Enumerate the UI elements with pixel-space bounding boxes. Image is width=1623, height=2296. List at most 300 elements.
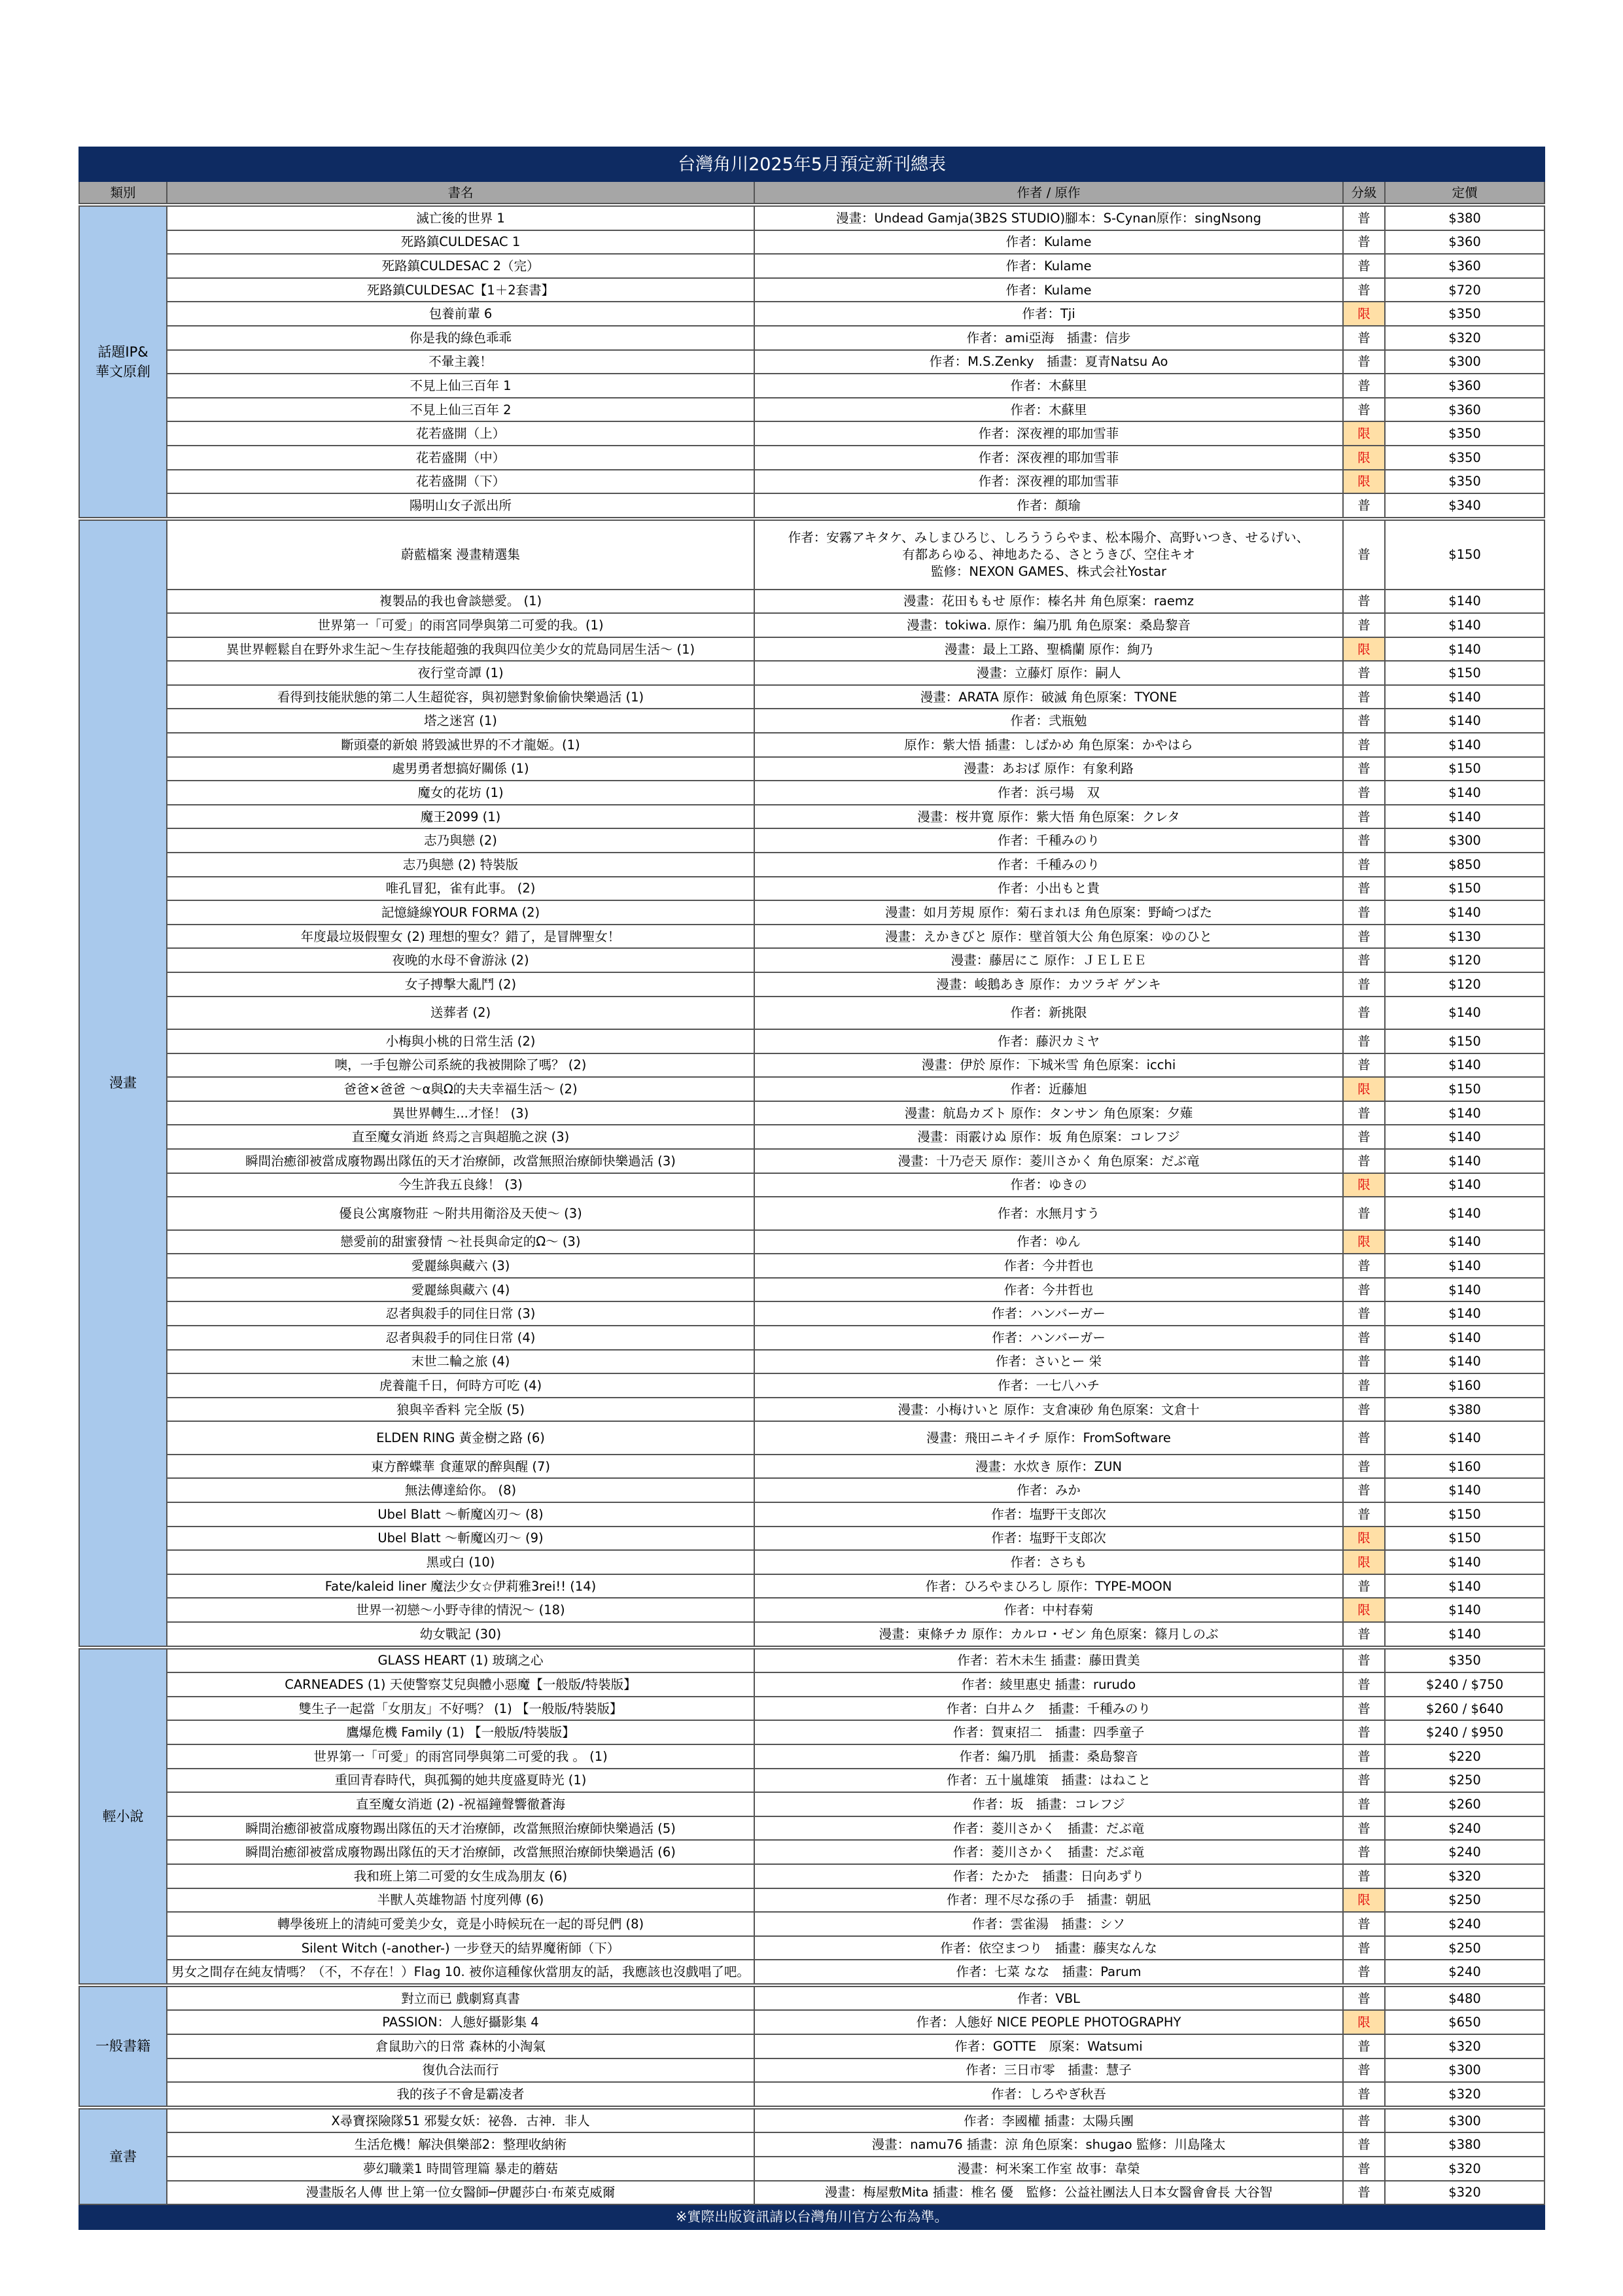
author-cell: 作者：千種みのり bbox=[754, 853, 1343, 877]
header-author: 作者 / 原作 bbox=[754, 181, 1343, 205]
author-cell: 作者：深夜裡的耶加雪菲 bbox=[754, 446, 1343, 470]
author-cell: 漫畫：tokiwa. 原作：編乃肌 角色原案：桑島黎音 bbox=[754, 613, 1343, 637]
price-cell: $140 bbox=[1385, 1197, 1544, 1229]
rating-cell: 普 bbox=[1343, 948, 1385, 972]
price-cell: $140 bbox=[1385, 1230, 1544, 1254]
author-cell: 作者：さちも bbox=[754, 1550, 1343, 1574]
book-title-cell: 塔之迷宮 (1) bbox=[167, 709, 754, 733]
book-title-cell: 虎養龍千日，何時方可吃 (4) bbox=[167, 1373, 754, 1398]
table-row bbox=[79, 2132, 1544, 2157]
rating-cell: 普 bbox=[1343, 1125, 1385, 1149]
book-title-cell: 直至魔女消逝 (2) -祝福鐘聲響徹蒼海 bbox=[167, 1792, 754, 1816]
rating-cell: 普 bbox=[1343, 1864, 1385, 1888]
table-row bbox=[79, 733, 1544, 757]
rating-cell: 普 bbox=[1343, 1720, 1385, 1744]
author-cell: 作者：Tji bbox=[754, 302, 1343, 326]
rating-cell: 普 bbox=[1343, 1421, 1385, 1454]
rating-cell: 限 bbox=[1343, 1550, 1385, 1574]
rating-cell: 普 bbox=[1343, 2181, 1385, 2205]
price-cell: $150 bbox=[1385, 1527, 1544, 1551]
table-row bbox=[79, 374, 1544, 398]
book-title-cell: 志乃與戀 (2) bbox=[167, 828, 754, 853]
author-cell: 作者：みか bbox=[754, 1478, 1343, 1502]
author-cell: 作者：Kulame bbox=[754, 278, 1343, 302]
price-cell: $140 bbox=[1385, 613, 1544, 637]
category-cell: 童書 bbox=[79, 2108, 167, 2204]
price-cell: $300 bbox=[1385, 350, 1544, 374]
book-title-cell: 死路鎮CULDESAC 1 bbox=[167, 230, 754, 255]
book-title-cell: 花若盛開（中） bbox=[167, 446, 754, 470]
book-title-cell: 忍者與殺手的同住日常 (4) bbox=[167, 1326, 754, 1350]
table-row bbox=[79, 781, 1544, 805]
table-row bbox=[79, 1301, 1544, 1326]
table-row bbox=[79, 1960, 1544, 1985]
book-title-cell: 不暈主義！ bbox=[167, 350, 754, 374]
sheet-title: 台灣角川2025年5月預定新刊總表 bbox=[79, 147, 1544, 181]
book-title-cell: 滅亡後的世界 1 bbox=[167, 205, 754, 230]
author-cell: 作者：Kulame bbox=[754, 230, 1343, 255]
book-title-cell: 轉學後班上的清純可愛美少女，竟是小時候玩在一起的哥兒們 (8) bbox=[167, 1912, 754, 1936]
book-title-cell: 半獸人英雄物語 忖度列傳 (6) bbox=[167, 1888, 754, 1913]
rating-cell: 限 bbox=[1343, 1598, 1385, 1622]
price-cell: $240 bbox=[1385, 1816, 1544, 1841]
price-cell: $140 bbox=[1385, 1421, 1544, 1454]
header-rating: 分級 bbox=[1343, 181, 1385, 205]
price-cell: $140 bbox=[1385, 1350, 1544, 1374]
author-cell: 作者：ゆん bbox=[754, 1230, 1343, 1254]
author-cell: 漫畫：水炊き 原作：ZUN bbox=[754, 1455, 1343, 1479]
rating-cell: 普 bbox=[1343, 613, 1385, 637]
rating-cell: 普 bbox=[1343, 278, 1385, 302]
table-row bbox=[79, 1398, 1544, 1422]
author-cell: 作者：弐瓶勉 bbox=[754, 709, 1343, 733]
author-cell: 漫畫：あおば 原作：有象利路 bbox=[754, 757, 1343, 781]
rating-cell: 普 bbox=[1343, 254, 1385, 278]
price-cell: $240 / $750 bbox=[1385, 1672, 1544, 1697]
rating-cell: 普 bbox=[1343, 1326, 1385, 1350]
author-cell: 作者：小出もと貴 bbox=[754, 877, 1343, 901]
author-cell: 作者：菱川さかく 插畫：だぶ竜 bbox=[754, 1816, 1343, 1841]
footer-note: ※實際出版資訊請以台灣角川官方公布為準。 bbox=[79, 2204, 1544, 2229]
table-row bbox=[79, 1912, 1544, 1936]
table-row bbox=[79, 1550, 1544, 1574]
header-price: 定價 bbox=[1385, 181, 1544, 205]
table-row bbox=[79, 1840, 1544, 1864]
table-row bbox=[79, 1029, 1544, 1053]
price-cell: $140 bbox=[1385, 1149, 1544, 1173]
price-cell: $320 bbox=[1385, 1864, 1544, 1888]
price-cell: $320 bbox=[1385, 2181, 1544, 2205]
header-title: 書名 bbox=[167, 181, 754, 205]
author-cell: 作者：坂 插畫：コレフジ bbox=[754, 1792, 1343, 1816]
book-title-cell: 女子搏擊大亂鬥 (2) bbox=[167, 972, 754, 997]
footer-row bbox=[79, 2204, 1544, 2229]
author-cell: 作者：ハンバーガー bbox=[754, 1326, 1343, 1350]
price-cell: $360 bbox=[1385, 398, 1544, 422]
price-cell: $140 bbox=[1385, 1598, 1544, 1622]
book-title-cell: 送葬者 (2) bbox=[167, 997, 754, 1029]
price-cell: $140 bbox=[1385, 590, 1544, 614]
author-cell: 漫畫：えかきびと 原作：壁首領大公 角色原案：ゆのひと bbox=[754, 925, 1343, 949]
price-cell: $140 bbox=[1385, 1173, 1544, 1197]
table-row bbox=[79, 1744, 1544, 1769]
price-cell: $320 bbox=[1385, 2157, 1544, 2181]
table-row bbox=[79, 470, 1544, 494]
table-row bbox=[79, 1173, 1544, 1197]
book-title-cell: 夜晚的水母不會游泳 (2) bbox=[167, 948, 754, 972]
author-cell: 漫畫：ARATA 原作：破滅 角色原案：TYONE bbox=[754, 685, 1343, 709]
price-cell: $350 bbox=[1385, 302, 1544, 326]
book-title-cell: 末世二輪之旅 (4) bbox=[167, 1350, 754, 1374]
price-cell: $140 bbox=[1385, 1125, 1544, 1149]
table-row bbox=[79, 398, 1544, 422]
book-title-cell: 爸爸×爸爸 ～α與Ω的夫夫幸福生活～ (2) bbox=[167, 1077, 754, 1101]
rating-cell: 普 bbox=[1343, 1960, 1385, 1985]
rating-cell: 普 bbox=[1343, 2034, 1385, 2058]
price-cell: $140 bbox=[1385, 637, 1544, 662]
table-row bbox=[79, 685, 1544, 709]
price-cell: $300 bbox=[1385, 828, 1544, 853]
rating-cell: 普 bbox=[1343, 1912, 1385, 1936]
rating-cell: 普 bbox=[1343, 1792, 1385, 1816]
price-cell: $380 bbox=[1385, 1398, 1544, 1422]
table-row bbox=[79, 1197, 1544, 1229]
price-cell: $150 bbox=[1385, 877, 1544, 901]
author-cell: 作者：今井哲也 bbox=[754, 1278, 1343, 1302]
table-row bbox=[79, 2058, 1544, 2083]
rating-cell: 普 bbox=[1343, 2157, 1385, 2181]
price-cell: $140 bbox=[1385, 1101, 1544, 1125]
price-cell: $360 bbox=[1385, 254, 1544, 278]
book-title-cell: 生活危機！解決俱樂部2：整理收納術 bbox=[167, 2132, 754, 2157]
price-cell: $340 bbox=[1385, 493, 1544, 519]
book-title-cell: 花若盛開（下） bbox=[167, 470, 754, 494]
rating-cell: 限 bbox=[1343, 1230, 1385, 1254]
author-cell: 作者：依空まつり 插畫：藤実なんな bbox=[754, 1936, 1343, 1960]
author-cell: 漫畫：如月芳規 原作：菊石まれほ 角色原案：野崎つばた bbox=[754, 900, 1343, 925]
book-title-cell: ELDEN RING 黃金樹之路 (6) bbox=[167, 1421, 754, 1454]
rating-cell: 普 bbox=[1343, 1769, 1385, 1793]
price-cell: $150 bbox=[1385, 757, 1544, 781]
book-title-cell: GLASS HEART (1) 玻璃之心 bbox=[167, 1648, 754, 1673]
price-cell: $380 bbox=[1385, 205, 1544, 230]
category-cell: 一般書籍 bbox=[79, 1985, 167, 2108]
table-row bbox=[79, 1527, 1544, 1551]
rating-cell: 普 bbox=[1343, 2082, 1385, 2108]
table-row bbox=[79, 1455, 1544, 1479]
table-row bbox=[79, 805, 1544, 829]
price-cell: $250 bbox=[1385, 1936, 1544, 1960]
price-cell: $300 bbox=[1385, 2108, 1544, 2133]
rating-cell: 普 bbox=[1343, 1840, 1385, 1864]
rating-cell: 普 bbox=[1343, 1478, 1385, 1502]
book-title-cell: 處男勇者想搞好關係 (1) bbox=[167, 757, 754, 781]
author-cell: 作者：浜弓場 双 bbox=[754, 781, 1343, 805]
author-cell: 漫畫：花田ももせ 原作：榛名丼 角色原案：raemz bbox=[754, 590, 1343, 614]
table-row bbox=[79, 1648, 1544, 1673]
author-cell: 作者：GOTTE 原案：Watsumi bbox=[754, 2034, 1343, 2058]
rating-cell: 普 bbox=[1343, 877, 1385, 901]
price-cell: $140 bbox=[1385, 1574, 1544, 1598]
book-title-cell: 黑或白 (10) bbox=[167, 1550, 754, 1574]
table-row bbox=[79, 900, 1544, 925]
table-row bbox=[79, 1254, 1544, 1278]
table-row bbox=[79, 1792, 1544, 1816]
price-list-sheet bbox=[79, 147, 1544, 2230]
rating-cell: 普 bbox=[1343, 350, 1385, 374]
table-row bbox=[79, 1697, 1544, 1721]
table-row bbox=[79, 302, 1544, 326]
author-cell: 作者：ひろやまひろし 原作：TYPE-MOON bbox=[754, 1574, 1343, 1598]
table-row bbox=[79, 2082, 1544, 2108]
author-cell: 作者：水無月すう bbox=[754, 1197, 1343, 1229]
rating-cell: 限 bbox=[1343, 302, 1385, 326]
table-row bbox=[79, 1478, 1544, 1502]
table-row bbox=[79, 2010, 1544, 2034]
author-cell: 漫畫：柯米案工作室 故事：韋榮 bbox=[754, 2157, 1343, 2181]
price-cell: $350 bbox=[1385, 421, 1544, 446]
table-row bbox=[79, 1769, 1544, 1793]
rating-cell: 普 bbox=[1343, 1398, 1385, 1422]
author-cell: 作者：近藤旭 bbox=[754, 1077, 1343, 1101]
price-cell: $260 / $640 bbox=[1385, 1697, 1544, 1721]
table-row bbox=[79, 421, 1544, 446]
author-cell: 漫畫：十乃壱天 原作：菱川さかく 角色原案：だぶ竜 bbox=[754, 1149, 1343, 1173]
book-title-cell: 陽明山女子派出所 bbox=[167, 493, 754, 519]
rating-cell: 限 bbox=[1343, 1888, 1385, 1913]
author-cell: 作者：M.S.Zenky 插畫：夏青Natsu Ao bbox=[754, 350, 1343, 374]
header-category: 類別 bbox=[79, 181, 167, 205]
author-cell: 作者：新挑限 bbox=[754, 997, 1343, 1029]
rating-cell: 限 bbox=[1343, 421, 1385, 446]
table-title-row bbox=[79, 147, 1544, 181]
book-title-cell: 斷頭臺的新娘 將毀滅世界的不才龍姬。(1) bbox=[167, 733, 754, 757]
book-title-cell: 複製品的我也會談戀愛。 (1) bbox=[167, 590, 754, 614]
author-cell: 漫畫：東條チカ 原作：カルロ・ゼン 角色原案：篠月しのぶ bbox=[754, 1622, 1343, 1648]
book-title-cell: 男女之間存在純友情嗎？（不，不存在！）Flag 10. 被你這種傢伙當朋友的話，我應該也沒戲唱了吧。 bbox=[167, 1960, 754, 1985]
rating-cell: 限 bbox=[1343, 1077, 1385, 1101]
book-title-cell: 異世界轉生...才怪！ (3) bbox=[167, 1101, 754, 1125]
price-cell: $320 bbox=[1385, 326, 1544, 350]
price-cell: $140 bbox=[1385, 805, 1544, 829]
rating-cell: 普 bbox=[1343, 1697, 1385, 1721]
price-cell: $140 bbox=[1385, 1622, 1544, 1648]
book-title-cell: 包養前輩 6 bbox=[167, 302, 754, 326]
author-cell: 作者：ハンバーガー bbox=[754, 1301, 1343, 1326]
book-title-cell: 不見上仙三百年 1 bbox=[167, 374, 754, 398]
table-row bbox=[79, 997, 1544, 1029]
price-cell: $140 bbox=[1385, 781, 1544, 805]
author-cell: 作者：七菜 なな 插畫：Parum bbox=[754, 1960, 1343, 1985]
author-cell: 作者：木蘇里 bbox=[754, 374, 1343, 398]
table-row bbox=[79, 757, 1544, 781]
author-cell: 原作：紫大悟 插畫：しばかめ 角色原案：かやはら bbox=[754, 733, 1343, 757]
price-cell: $350 bbox=[1385, 1648, 1544, 1673]
book-title-cell: 忍者與殺手的同住日常 (3) bbox=[167, 1301, 754, 1326]
table-row bbox=[79, 1622, 1544, 1648]
author-cell: 作者：さいとー 栄 bbox=[754, 1350, 1343, 1374]
book-title-cell: 漫畫版名人傳 世上第一位女醫師─伊麗莎白·布萊克威爾 bbox=[167, 2181, 754, 2205]
table-row bbox=[79, 519, 1544, 590]
table-row bbox=[79, 637, 1544, 662]
book-title-cell: 直至魔女消逝 終焉之言與超脆之淚 (3) bbox=[167, 1125, 754, 1149]
book-title-cell: 死路鎮CULDESAC 2（完） bbox=[167, 254, 754, 278]
book-title-cell: X尋寶探險隊51 邪髮女妖：祕魯．古神．非人 bbox=[167, 2108, 754, 2133]
price-cell: $250 bbox=[1385, 1888, 1544, 1913]
book-title-cell: 對立而已 戲劇寫真書 bbox=[167, 1985, 754, 2011]
price-cell: $320 bbox=[1385, 2034, 1544, 2058]
author-cell: 作者：木蘇里 bbox=[754, 398, 1343, 422]
price-cell: $380 bbox=[1385, 2132, 1544, 2157]
book-title-cell: 我的孩子不會是霸凌者 bbox=[167, 2082, 754, 2108]
rating-cell: 普 bbox=[1343, 2058, 1385, 2083]
author-cell: 作者：人態好 NICE PEOPLE PHOTOGRAPHY bbox=[754, 2010, 1343, 2034]
rating-cell: 普 bbox=[1343, 709, 1385, 733]
rating-cell: 限 bbox=[1343, 446, 1385, 470]
price-cell: $150 bbox=[1385, 519, 1544, 590]
rating-cell: 普 bbox=[1343, 853, 1385, 877]
book-title-cell: 倉鼠助六的日常 森林的小淘氣 bbox=[167, 2034, 754, 2058]
table-row bbox=[79, 1936, 1544, 1960]
rating-cell: 普 bbox=[1343, 997, 1385, 1029]
price-cell: $650 bbox=[1385, 2010, 1544, 2034]
rating-cell: 普 bbox=[1343, 828, 1385, 853]
table-row bbox=[79, 1598, 1544, 1622]
price-cell: $240 bbox=[1385, 1912, 1544, 1936]
book-title-cell: 你是我的綠色乖乖 bbox=[167, 326, 754, 350]
book-title-cell: 異世界輕鬆自在野外求生記～生存技能超強的我與四位美少女的荒島同居生活～ (1) bbox=[167, 637, 754, 662]
rating-cell: 普 bbox=[1343, 398, 1385, 422]
book-title-cell: 無法傳達給你。 (8) bbox=[167, 1478, 754, 1502]
table-row bbox=[79, 1864, 1544, 1888]
price-cell: $140 bbox=[1385, 1053, 1544, 1078]
table-row bbox=[79, 1125, 1544, 1149]
price-cell: $140 bbox=[1385, 900, 1544, 925]
table-row bbox=[79, 1149, 1544, 1173]
table-row bbox=[79, 2034, 1544, 2058]
book-title-cell: 瞬間治癒卻被當成廢物踢出隊伍的天才治療師，改當無照治療師快樂過活 (5) bbox=[167, 1816, 754, 1841]
book-title-cell: 今生許我五良緣！ (3) bbox=[167, 1173, 754, 1197]
price-cell: $150 bbox=[1385, 1029, 1544, 1053]
book-title-cell: 唯孔冒犯，雀有此事。 (2) bbox=[167, 877, 754, 901]
table-row bbox=[79, 2181, 1544, 2205]
price-cell: $160 bbox=[1385, 1455, 1544, 1479]
table-row bbox=[79, 1985, 1544, 2011]
price-cell: $150 bbox=[1385, 1077, 1544, 1101]
table-row bbox=[79, 2108, 1544, 2133]
rating-cell: 限 bbox=[1343, 1527, 1385, 1551]
category-cell: 話題IP& 華文原創 bbox=[79, 205, 167, 519]
price-cell: $140 bbox=[1385, 1301, 1544, 1326]
author-cell: 漫畫：伊於 原作：下城米雪 角色原案：icchi bbox=[754, 1053, 1343, 1078]
author-cell: 作者：理不尽な孫の手 插畫：朝凪 bbox=[754, 1888, 1343, 1913]
rating-cell: 普 bbox=[1343, 925, 1385, 949]
price-cell: $120 bbox=[1385, 972, 1544, 997]
author-cell: 作者：深夜裡的耶加雪菲 bbox=[754, 470, 1343, 494]
table-row bbox=[79, 1888, 1544, 1913]
author-cell: 漫畫：小梅けいと 原作：支倉凍砂 角色原案：文倉十 bbox=[754, 1398, 1343, 1422]
price-cell: $150 bbox=[1385, 1502, 1544, 1527]
rating-cell: 普 bbox=[1343, 1029, 1385, 1053]
price-cell: $140 bbox=[1385, 1478, 1544, 1502]
book-title-cell: 死路鎮CULDESAC【1＋2套書】 bbox=[167, 278, 754, 302]
table-row bbox=[79, 1101, 1544, 1125]
table-row bbox=[79, 925, 1544, 949]
book-title-cell: 不見上仙三百年 2 bbox=[167, 398, 754, 422]
price-cell: $130 bbox=[1385, 925, 1544, 949]
rating-cell: 普 bbox=[1343, 2108, 1385, 2133]
author-cell: 作者：ゆきの bbox=[754, 1173, 1343, 1197]
rating-cell: 普 bbox=[1343, 1455, 1385, 1479]
author-cell: 作者：しろやぎ秋吾 bbox=[754, 2082, 1343, 2108]
book-title-cell: 瞬間治癒卻被當成廢物踢出隊伍的天才治療師，改當無照治療師快樂過活 (6) bbox=[167, 1840, 754, 1864]
price-cell: $140 bbox=[1385, 733, 1544, 757]
table-row bbox=[79, 205, 1544, 230]
rating-cell: 普 bbox=[1343, 493, 1385, 519]
rating-cell: 普 bbox=[1343, 230, 1385, 255]
rating-cell: 普 bbox=[1343, 972, 1385, 997]
table-row bbox=[79, 1278, 1544, 1302]
table-row bbox=[79, 446, 1544, 470]
rating-cell: 普 bbox=[1343, 1373, 1385, 1398]
rating-cell: 普 bbox=[1343, 374, 1385, 398]
table-row bbox=[79, 350, 1544, 374]
table-row bbox=[79, 1672, 1544, 1697]
book-title-cell: 夢幻職業1 時間管理篇 暴走的蘑菇 bbox=[167, 2157, 754, 2181]
book-title-cell: Ubel Blatt ～斬魔凶刃～ (9) bbox=[167, 1527, 754, 1551]
price-cell: $140 bbox=[1385, 1550, 1544, 1574]
table-row bbox=[79, 1502, 1544, 1527]
book-title-cell: 戀愛前的甜蜜發情 ～社長與命定的Ω～ (3) bbox=[167, 1230, 754, 1254]
rating-cell: 普 bbox=[1343, 2132, 1385, 2157]
table-row bbox=[79, 1053, 1544, 1078]
book-title-cell: 鷹爆危機 Family (1) 【一般版/特裝版】 bbox=[167, 1720, 754, 1744]
rating-cell: 普 bbox=[1343, 1574, 1385, 1598]
author-cell: 漫畫：namu76 插畫：涼 角色原案：shugao 監修：川島隆太 bbox=[754, 2132, 1343, 2157]
rating-cell: 普 bbox=[1343, 1149, 1385, 1173]
rating-cell: 普 bbox=[1343, 1816, 1385, 1841]
table-row bbox=[79, 948, 1544, 972]
rating-cell: 普 bbox=[1343, 1502, 1385, 1527]
table-row bbox=[79, 1230, 1544, 1254]
book-title-cell: 年度最垃圾假聖女 (2) 理想的聖女？錯了，是冒牌聖女！ bbox=[167, 925, 754, 949]
author-cell: 作者：菱川さかく 插畫：だぶ竜 bbox=[754, 1840, 1343, 1864]
price-cell: $350 bbox=[1385, 470, 1544, 494]
book-title-cell: 復仇合法而行 bbox=[167, 2058, 754, 2083]
rating-cell: 普 bbox=[1343, 1622, 1385, 1648]
price-cell: $220 bbox=[1385, 1744, 1544, 1769]
table-row bbox=[79, 326, 1544, 350]
author-cell: 漫畫：峻鵝あき 原作：カツラギ ゲンキ bbox=[754, 972, 1343, 997]
book-title-cell: 噢，一手包辦公司系統的我被開除了嗎？ (2) bbox=[167, 1053, 754, 1078]
price-cell: $360 bbox=[1385, 230, 1544, 255]
book-title-cell: 魔女的花坊 (1) bbox=[167, 781, 754, 805]
price-cell: $160 bbox=[1385, 1373, 1544, 1398]
price-cell: $240 bbox=[1385, 1960, 1544, 1985]
price-cell: $240 / $950 bbox=[1385, 1720, 1544, 1744]
rating-cell: 普 bbox=[1343, 900, 1385, 925]
table-row bbox=[79, 1574, 1544, 1598]
author-cell: 作者：中村春菊 bbox=[754, 1598, 1343, 1622]
table-row bbox=[79, 254, 1544, 278]
rating-cell: 普 bbox=[1343, 781, 1385, 805]
table-row bbox=[79, 493, 1544, 519]
book-title-cell: Fate/kaleid liner 魔法少女☆伊莉雅3rei!! (14) bbox=[167, 1574, 754, 1598]
rating-cell: 普 bbox=[1343, 685, 1385, 709]
category-cell: 漫畫 bbox=[79, 519, 167, 1648]
price-cell: $120 bbox=[1385, 948, 1544, 972]
book-title-cell: 夜行堂奇譚 (1) bbox=[167, 661, 754, 685]
